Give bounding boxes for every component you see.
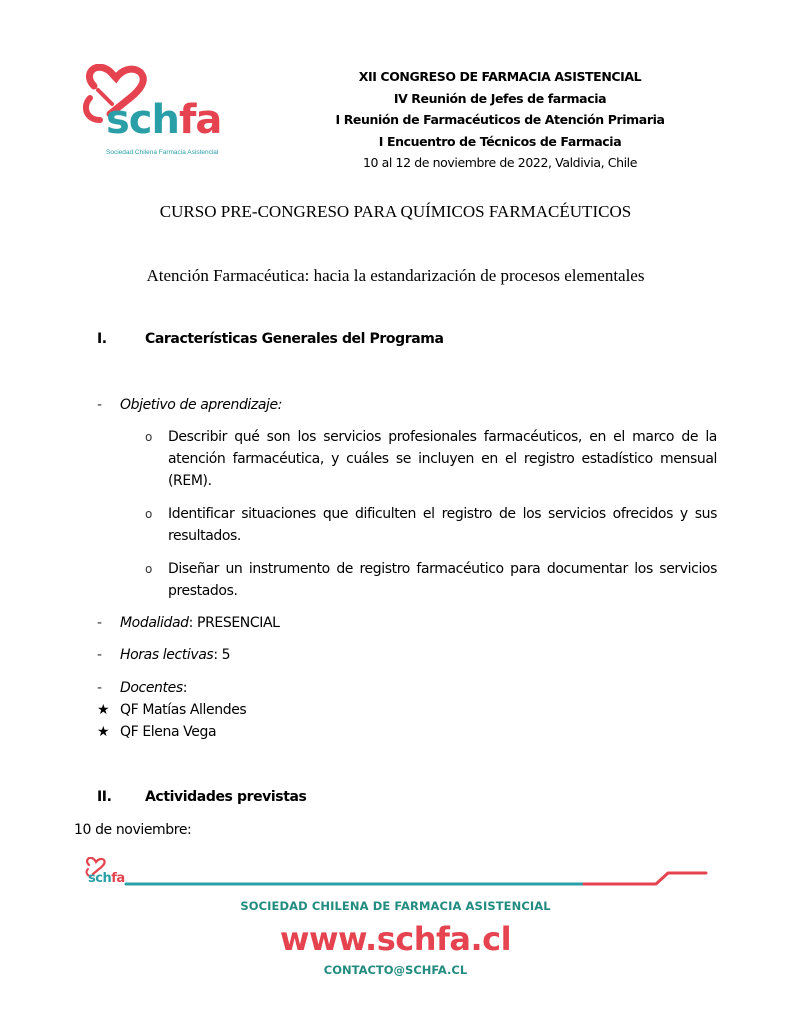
dash-bullet: - [97,680,102,696]
dash-bullet: - [97,397,102,413]
logo-word-sch: sch [106,97,179,143]
date-label: 10 de noviembre: [74,822,192,838]
footer-email-link[interactable]: CONTACTO@SCHFA.CL [323,963,468,977]
section-2-number: II. [97,789,112,805]
footer-website-link[interactable]: www.schfa.cl [279,920,512,958]
section-1-number: I. [97,331,107,347]
header-line-farmaceuticos: I Reunión de Farmacéuticos de Atención Primaria [335,112,665,127]
footer-logo-wordmark [88,871,125,886]
objective-item-2: Identificar situaciones que dificulten el registro de los servicios ofrecidos y sus resultados. [168,506,717,544]
horas-value: : 5 [213,647,231,663]
docente-2: QF Elena Vega [120,724,217,740]
section-2-title: Actividades previstas [145,789,307,805]
congress-header [310,66,690,174]
logo-subtitle: Sociedad Chilena Farmacia Asistencial [106,149,219,156]
logo-wordmark [106,97,222,143]
horas-label: Horas lectivas [120,647,214,663]
modalidad-label: Modalidad [120,615,189,631]
header-line-congress: XII CONGRESO DE FARMACIA ASISTENCIAL [358,69,642,84]
docentes-label: Docentes [120,680,183,696]
horas-row [120,647,230,663]
course-title: CURSO PRE-CONGRESO PARA QUÍMICOS FARMACÉUTICOS [159,202,632,221]
star-icon: ★ [97,702,110,718]
dash-bullet: - [97,647,102,663]
header-line-tecnicos: I Encuentro de Técnicos de Farmacia [378,133,622,149]
header-line-dates: 10 al 12 de noviembre de 2022, Valdivia, Chile [362,155,638,170]
circle-bullet: o [145,430,152,444]
section-1-title: Características Generales del Programa [145,331,444,347]
objective-label: Objetivo de aprendizaje: [120,397,283,413]
docente-1: QF Matías Allendes [120,702,247,718]
footer-logo-sch: sch [88,871,112,886]
footer-divider-line [124,868,724,888]
docentes-row [120,680,187,696]
docentes-colon: : [182,680,188,696]
modalidad-row [120,615,280,631]
footer-logo-fa: fa [111,871,125,886]
schfa-logo [78,64,253,164]
modalidad-value: : PRESENCIAL [188,615,280,631]
circle-bullet: o [145,507,152,521]
objective-item-3: Diseñar un instrumento de registro farmacéutico para documentar los servicios prestados. [168,561,717,599]
circle-bullet: o [145,562,152,576]
dash-bullet: - [97,615,102,631]
course-subtitle: Atención Farmacéutica: hacia la estandarización de procesos elementales [146,266,645,285]
logo-word-fa: fa [179,97,222,143]
objective-item-1: Describir qué son los servicios profesionales farmacéuticos, en el marco de la atención farmacéutica, y cuáles se incluyen en el registro estadístico mensual (REM). [168,429,717,489]
footer-society-name: SOCIEDAD CHILENA DE FARMACIA ASISTENCIAL [240,899,551,913]
header-line-jefes: IV Reunión de Jefes de farmacia [393,90,607,106]
star-icon: ★ [97,724,110,740]
